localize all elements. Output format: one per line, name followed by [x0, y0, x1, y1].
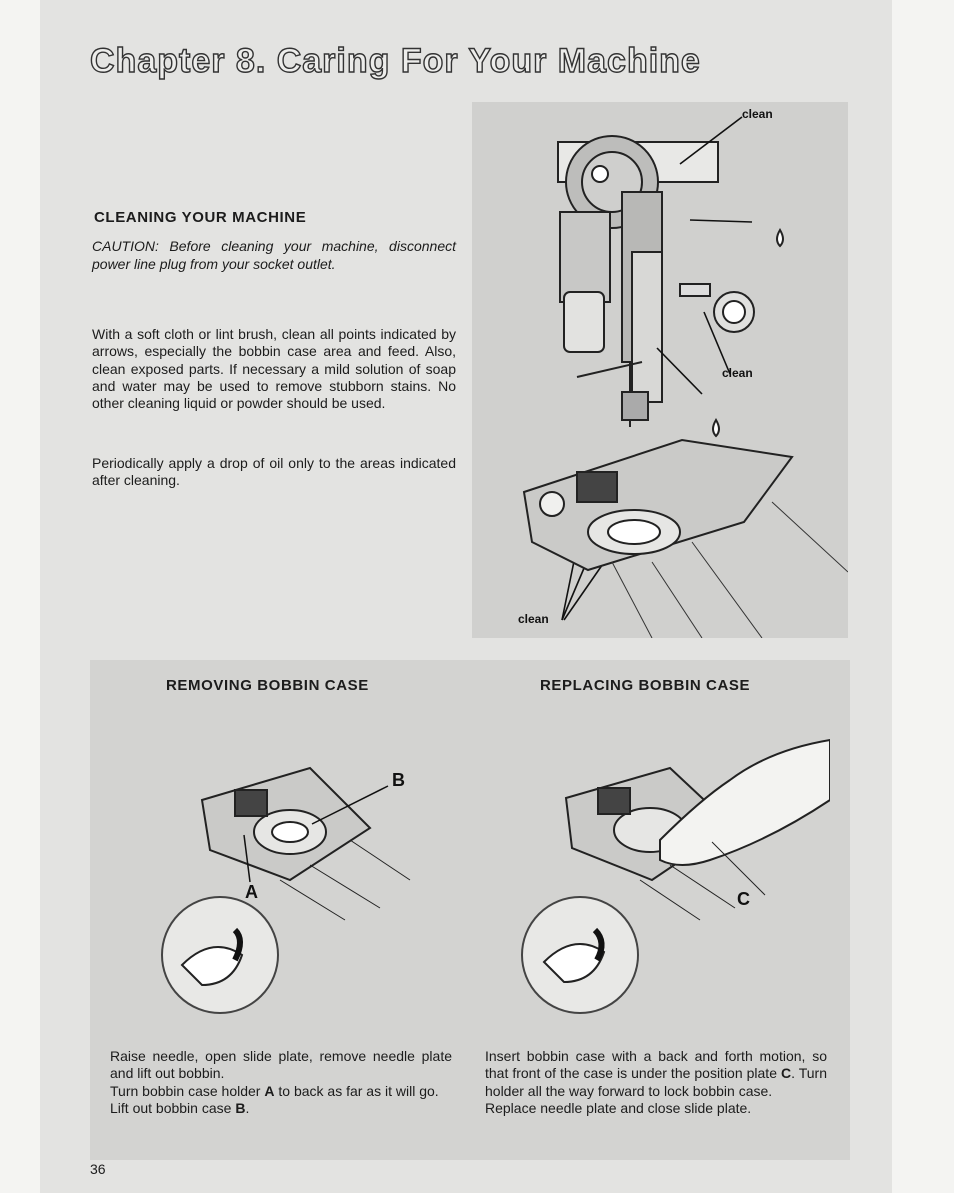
clean-label-top: clean — [742, 107, 773, 121]
clean-label-middle: clean — [722, 366, 753, 380]
removing-bobbin-drawing — [140, 740, 460, 1020]
removing-illustration — [140, 740, 460, 1020]
removing-caption — [110, 1048, 452, 1117]
removing-step-2: Turn bobbin case holder A to back as far as it will go. — [110, 1082, 439, 1099]
cleaning-paragraph: With a soft cloth or lint brush, clean all points indicated by arrows, especially the bobbin case area and feed. Also, clean exposed parts. If necessary a mild solution of soap and water may be used to remove stubborn stains. No other cleaning liquid or powder should be used. — [92, 326, 456, 412]
replacing-step-1: Insert bobbin case with a back and forth motion, so that front of the case is under the position plate C. Turn holder all the way forward to lock bobbin case. — [485, 1048, 828, 1099]
removing-heading: REMOVING BOBBIN CASE — [166, 677, 369, 694]
replacing-heading: REPLACING BOBBIN CASE — [540, 677, 751, 694]
replacing-bobbin-drawing — [500, 730, 830, 1020]
caution-note: CAUTION: Before cleaning your machine, disconnect power line plug from your socket outlet. — [92, 238, 456, 272]
machine-head-drawing — [472, 102, 848, 638]
oiling-paragraph: Periodically apply a drop of oil only to the areas indicated after cleaning. — [92, 455, 456, 489]
removing-step-1: Raise needle, open slide plate, remove needle plate and lift out bobbin. — [110, 1048, 452, 1082]
chapter-title: Chapter 8. Caring For Your Machine — [90, 42, 701, 80]
label-a: A — [245, 882, 258, 902]
replacing-illustration — [500, 730, 830, 1020]
replacing-caption — [485, 1048, 827, 1117]
label-c: C — [737, 889, 750, 909]
replacing-step-2: Replace needle plate and close slide plate. — [485, 1099, 752, 1116]
removing-step-3: Lift out bobbin case B. — [110, 1099, 250, 1116]
cleaning-heading: CLEANING YOUR MACHINE — [94, 209, 307, 226]
cleaning-illustration — [472, 102, 848, 638]
label-b: B — [392, 770, 405, 790]
clean-label-bottom: clean — [518, 612, 549, 626]
page-number: 36 — [90, 1161, 106, 1177]
